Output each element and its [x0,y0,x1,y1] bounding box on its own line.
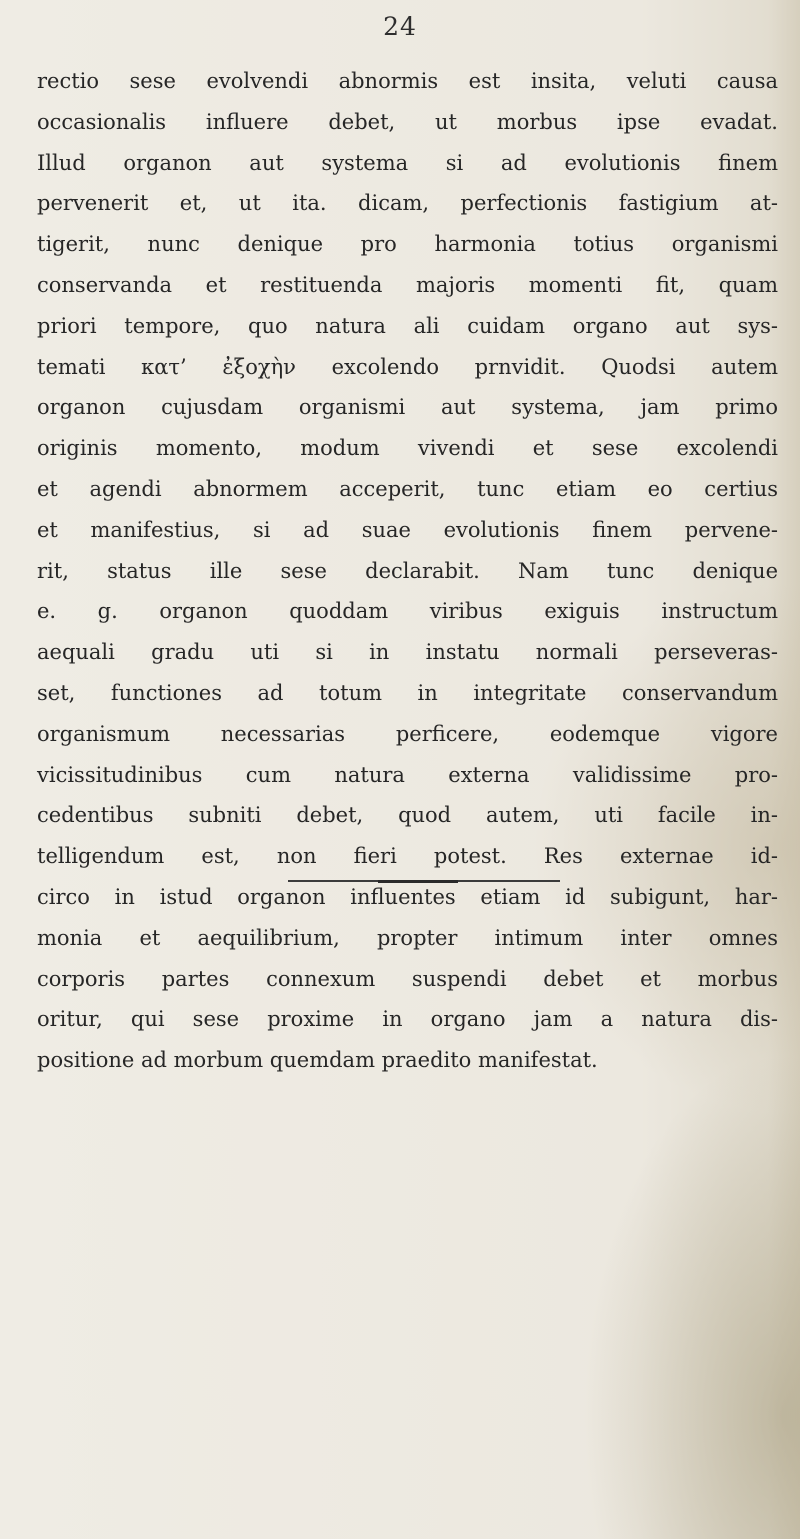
text-line: vicissitudinibus cum natura externa validissime pro- [37,762,778,787]
body-text [37,61,778,1081]
text-line: occasionalis influere debet, ut morbus ipse evadat. [37,109,778,134]
text-line: et manifestius, si ad suae evolutionis finem pervene- [37,517,778,542]
text-line: organismum necessarias perficere, eodemque vigore [37,721,778,746]
text-line: aequali gradu uti si in instatu normali perseveras- [37,640,778,665]
text-line: organon cujusdam organismi aut systema, jam primo [37,395,778,420]
section-divider [288,880,560,882]
text-line: originis momento, modum vivendi et sese excolendi [37,436,778,461]
text-line: Illud organon aut systema si ad evolutionis finem [37,150,778,175]
text-line: corporis partes connexum suspendi debet et morbus [37,966,778,991]
text-line: set, functiones ad totum in integritate conservandum [37,680,778,705]
text-line: positione ad morbum quemdam praedito manifestat. [37,1048,598,1073]
text-line: circo in istud organon influentes etiam id subigunt, har- [37,884,778,909]
text-line: telligendum est, non fieri potest. Res externae id- [37,844,778,869]
page-number: 24 [383,12,417,41]
text-line: conservanda et restituenda majoris momenti fit, quam [37,272,778,297]
text-line: tigerit, nunc denique pro harmonia totius organismi [37,232,778,257]
text-line: oritur, qui sese proxime in organo jam a natura dis- [37,1007,778,1032]
text-line: monia et aequilibrium, propter intimum inter omnes [37,925,778,950]
text-line: cedentibus subniti debet, quod autem, uti facile in- [37,803,778,828]
text-line: temati κατ’ ἐξοχὴν excolendo prnvidit. Quodsi autem [37,354,778,379]
text-line: pervenerit et, ut ita. dicam, perfectionis fastigium at- [37,191,778,216]
text-line: rit, status ille sese declarabit. Nam tunc denique [37,558,778,583]
text-line: et agendi abnormem acceperit, tunc etiam eo certius [37,476,778,501]
text-line: priori tempore, quo natura ali cuidam organo aut sys- [37,313,778,338]
text-line: rectio sese evolvendi abnormis est insita, veluti causa [37,69,778,93]
text-line: e. g. organon quoddam viribus exiguis instructum [37,599,778,624]
